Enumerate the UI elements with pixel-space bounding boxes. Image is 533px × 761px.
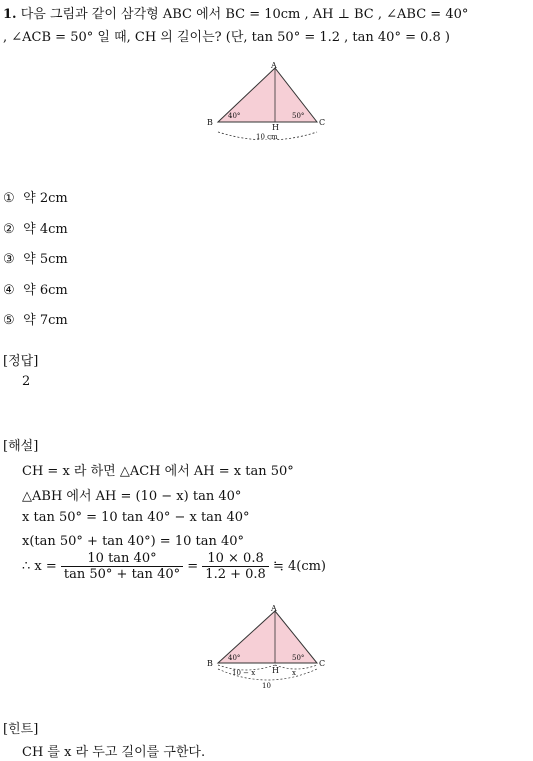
choice-mark: ④ — [3, 283, 15, 298]
fig2-seg-label: 10 − x — [232, 669, 256, 677]
fraction-2-numerator: 10 × 0.8 — [202, 551, 269, 567]
solution-line-5 — [22, 551, 326, 582]
choice-4[interactable] — [3, 279, 68, 298]
fig2-label-a: A — [271, 604, 277, 613]
choice-text: 약 5cm — [23, 252, 68, 267]
answer-value: 2 — [22, 374, 31, 389]
choice-mark: ③ — [3, 252, 15, 267]
fig2-bottom-label: 10 — [262, 682, 271, 690]
fraction-1 — [61, 551, 183, 582]
choice-3[interactable] — [3, 248, 68, 267]
problem-line-1 — [3, 3, 468, 22]
fig1-bottom-label: 10 cm — [256, 133, 278, 140]
solution-prefix: ∴ x = — [22, 559, 57, 574]
fraction-1-denominator: tan 50° + tan 40° — [63, 567, 181, 582]
problem-text-1: 다음 그림과 같이 삼각형 ABC 에서 BC = 10cm , AH ⊥ BC , ∠ABC = 40° — [20, 7, 469, 22]
choice-2[interactable] — [3, 218, 68, 237]
hint-text: CH 를 x 라 두고 길이를 구한다. — [22, 745, 206, 760]
fraction-2-denominator: 1.2 + 0.8 — [205, 567, 266, 582]
choice-text: 약 2cm — [23, 191, 68, 206]
choice-mark: ① — [3, 191, 15, 206]
solution-line-3: x tan 50° = 10 tan 40° − x tan 40° — [22, 510, 250, 525]
solution-line-1: CH = x 라 하면 △ACH 에서 AH = x tan 50° — [22, 464, 294, 479]
fraction-1-numerator: 10 tan 40° — [61, 551, 183, 567]
fig1-label-h: H — [272, 123, 279, 132]
fig2-x-label: x — [292, 669, 296, 677]
triangle-figure-1 — [200, 60, 330, 140]
fig2-label-c: C — [319, 659, 326, 668]
answer-heading: [정답] — [3, 354, 39, 369]
choice-mark: ② — [3, 222, 15, 237]
choice-mark: ⑤ — [3, 313, 15, 328]
problem-line-2: , ∠ACB = 50° 일 때, CH 의 길이는? (단, tan 50° = 1.2 , tan 40° = 0.8 ) — [3, 30, 450, 45]
fig1-angle-b: 40° — [228, 112, 241, 120]
choice-text: 약 4cm — [23, 222, 68, 237]
fig1-angle-c: 50° — [292, 112, 305, 120]
fraction-2 — [202, 551, 269, 582]
solution-result: ≒ 4(cm) — [272, 559, 327, 574]
triangle-figure-2 — [200, 603, 330, 693]
solution-line-2: △ABH 에서 AH = (10 − x) tan 40° — [22, 489, 242, 504]
fig2-label-b: B — [207, 659, 213, 668]
fig2-label-h: H — [272, 666, 279, 675]
fig2-angle-b: 40° — [228, 654, 241, 662]
fig2-angle-c: 50° — [292, 654, 305, 662]
problem-number: 1. — [3, 7, 17, 22]
choice-1[interactable] — [3, 187, 68, 206]
fig1-label-c: C — [319, 118, 326, 127]
hint-heading: [힌트] — [3, 722, 39, 737]
choice-text: 약 7cm — [23, 313, 68, 328]
solution-equals: = — [187, 559, 199, 574]
fig1-label-b: B — [207, 118, 213, 127]
solution-line-4: x(tan 50° + tan 40°) = 10 tan 40° — [22, 534, 245, 549]
fig1-label-a: A — [271, 61, 277, 70]
solution-heading: [해설] — [3, 439, 39, 454]
choice-text: 약 6cm — [23, 283, 68, 298]
choice-5[interactable] — [3, 309, 68, 328]
